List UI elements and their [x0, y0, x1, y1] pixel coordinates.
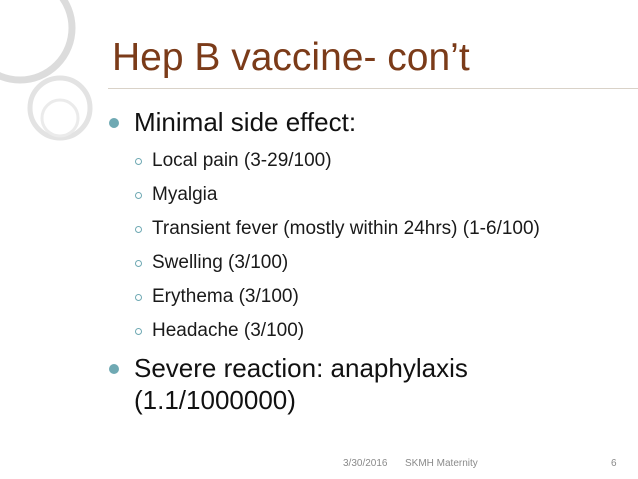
deco-ring-medium — [30, 78, 90, 138]
sub-bullet-ring-icon — [135, 226, 142, 233]
bullet-dot-icon — [109, 118, 119, 128]
sub-bullet-ring-icon — [135, 260, 142, 267]
bullet-list — [105, 106, 575, 416]
title-divider — [108, 88, 638, 89]
bullet-dot-icon — [109, 364, 119, 374]
sub-bullet-item — [105, 216, 575, 241]
deco-ring-small — [42, 100, 78, 136]
sub-bullet-text: Swelling (3/100) — [152, 252, 289, 273]
sub-bullet-text: Transient fever (mostly within 24hrs) (1-6/100) — [152, 218, 540, 239]
sub-bullet-item — [105, 318, 575, 343]
bullet-text: Minimal side effect: — [134, 107, 357, 137]
bullet-text: Severe reaction: anaphylaxis (1.1/1000000) — [134, 353, 468, 415]
sub-bullet-item — [105, 182, 575, 207]
sub-bullet-text: Local pain (3-29/100) — [152, 150, 332, 171]
footer-page-number: 6 — [611, 458, 617, 469]
sub-bullet-item — [105, 284, 575, 309]
decorative-circles — [0, 0, 120, 160]
footer-date: 3/30/2016 — [343, 458, 388, 469]
deco-ring-large — [0, 0, 72, 80]
sub-bullet-item — [105, 250, 575, 275]
sub-bullet-ring-icon — [135, 158, 142, 165]
sub-bullet-ring-icon — [135, 328, 142, 335]
footer-organization: SKMH Maternity — [405, 458, 478, 469]
sub-bullet-text: Erythema (3/100) — [152, 286, 299, 307]
sub-bullet-ring-icon — [135, 294, 142, 301]
sub-bullet-ring-icon — [135, 192, 142, 199]
slide-title: Hep B vaccine- con’t — [112, 36, 470, 79]
bullet-item-severe-reaction — [105, 352, 575, 416]
bullet-item-side-effects — [105, 106, 575, 138]
sub-bullet-item — [105, 148, 575, 173]
sub-bullet-text: Headache (3/100) — [152, 320, 305, 341]
sub-bullet-text: Myalgia — [152, 184, 218, 205]
